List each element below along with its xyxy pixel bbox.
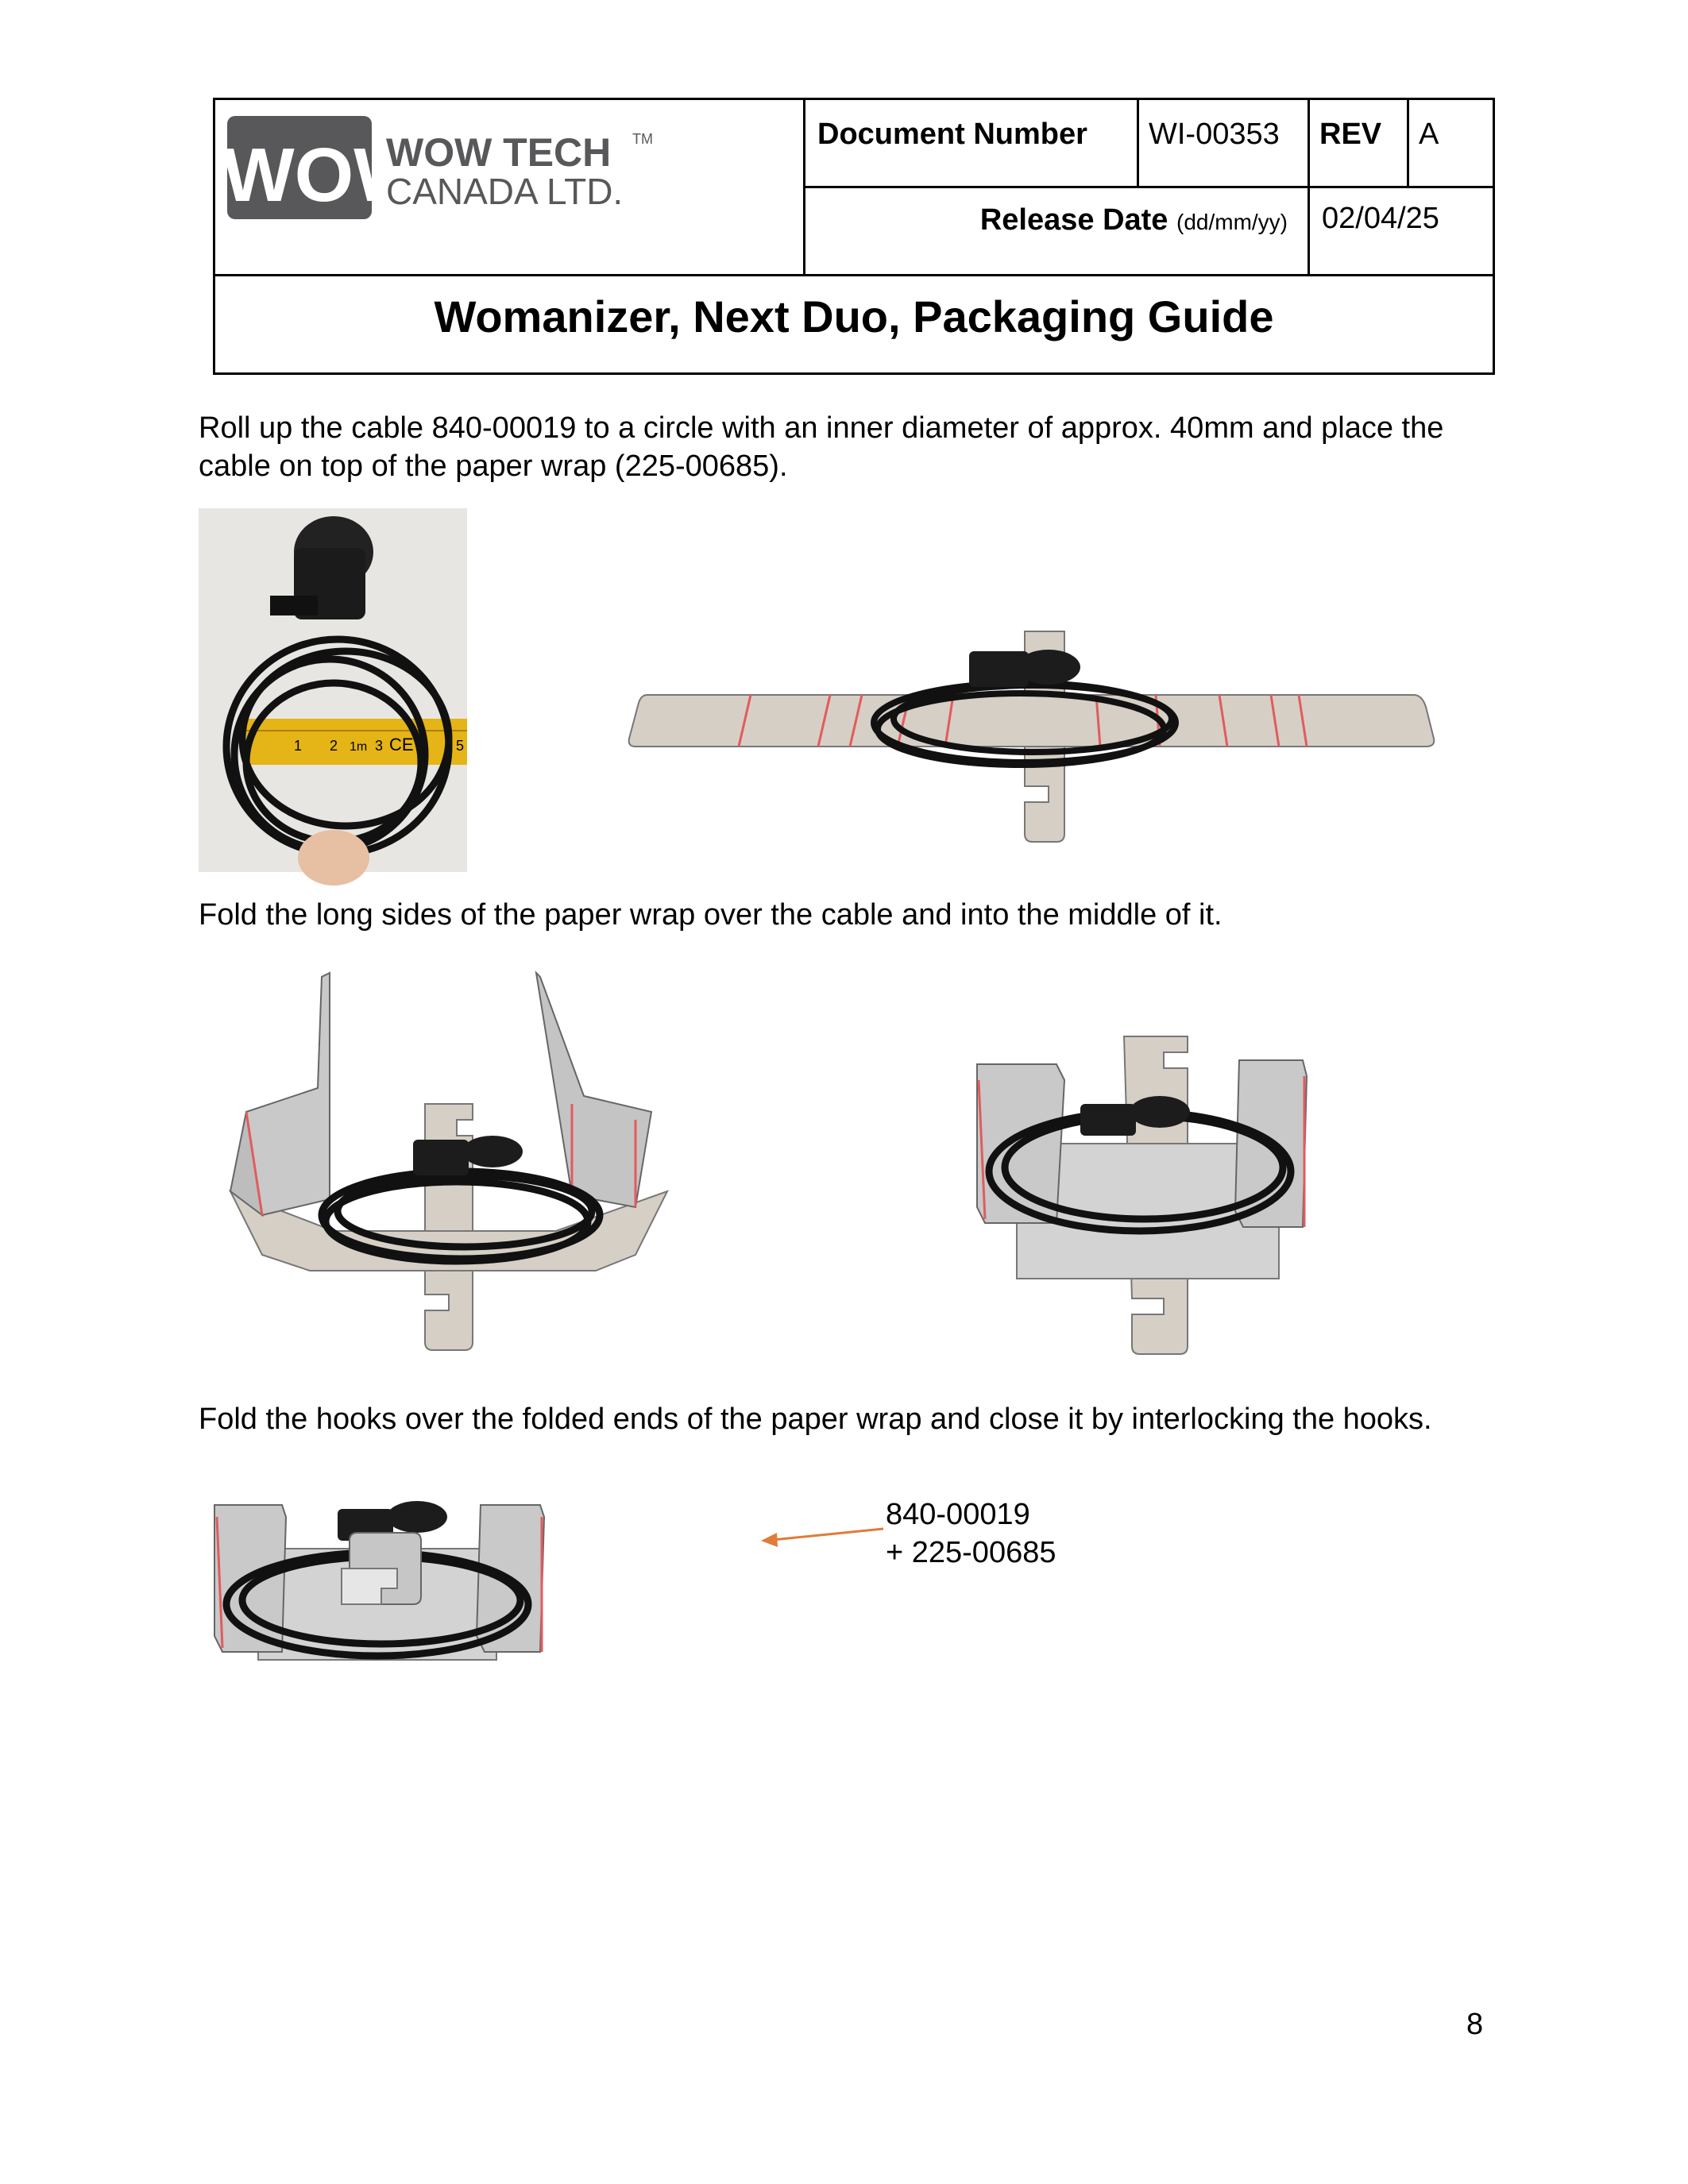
flat-wrap-diagram [620,619,1430,858]
step-1-text: Roll up the cable 840-00019 to a circle with an inner diameter of approx. 40mm and place the cable on top of the paper wrap (225-00685). [199,411,1444,483]
callout-line-2: + 225-00685 [886,1536,1056,1569]
release-date-label-group [980,205,1288,235]
tape-mark: 2 [330,738,338,754]
cable-photo [199,508,467,872]
step-2-text: Fold the long sides of the paper wrap over the cable and into the middle of it. [199,898,1223,932]
logo-mark-text: WOW [222,133,426,218]
page-title: Womanizer, Next Duo, Packaging Guide [434,291,1274,341]
logo-sub: CANADA LTD. [386,171,624,212]
release-date-format: (dd/mm/yy) [1176,210,1288,234]
logo-tm: TM [632,131,653,147]
tape-mark: 1 [294,738,303,754]
company-logo [222,112,653,227]
closed-wrap-diagram [211,1493,552,1680]
release-date-label: Release Date [979,203,1168,237]
measuring-tape-icon [246,719,467,765]
divider [1308,100,1310,274]
callout-arrow [755,1513,890,1565]
rev-label: REV [1319,118,1382,151]
tape-mark: 5 [456,738,465,754]
doc-number-label: Document Number [817,118,1087,151]
tape-mark: 1m [350,740,368,754]
tape-mark: 3 [375,738,384,754]
folded-sides-diagram [969,1032,1319,1366]
callout-label [886,1495,1056,1572]
rev-value: A [1419,118,1439,151]
page-number: 8 [1466,2008,1484,2041]
divider [215,274,1493,276]
divider [1407,100,1409,186]
callout-line-1: 840-00019 [886,1498,1030,1531]
tape-mark: CE [389,735,414,754]
logo-name: WOW TECH [386,130,612,175]
step-3-text: Fold the hooks over the folded ends of the paper wrap and close it by interlocking the hooks. [199,1403,1432,1436]
divider [1137,100,1139,186]
release-date-value: 02/04/25 [1322,202,1439,235]
doc-number-value: WI-00353 [1149,118,1280,151]
divider [803,186,1493,188]
finger-icon [298,830,369,886]
document-header [213,98,1495,375]
fold-sides-diagram [222,961,675,1374]
